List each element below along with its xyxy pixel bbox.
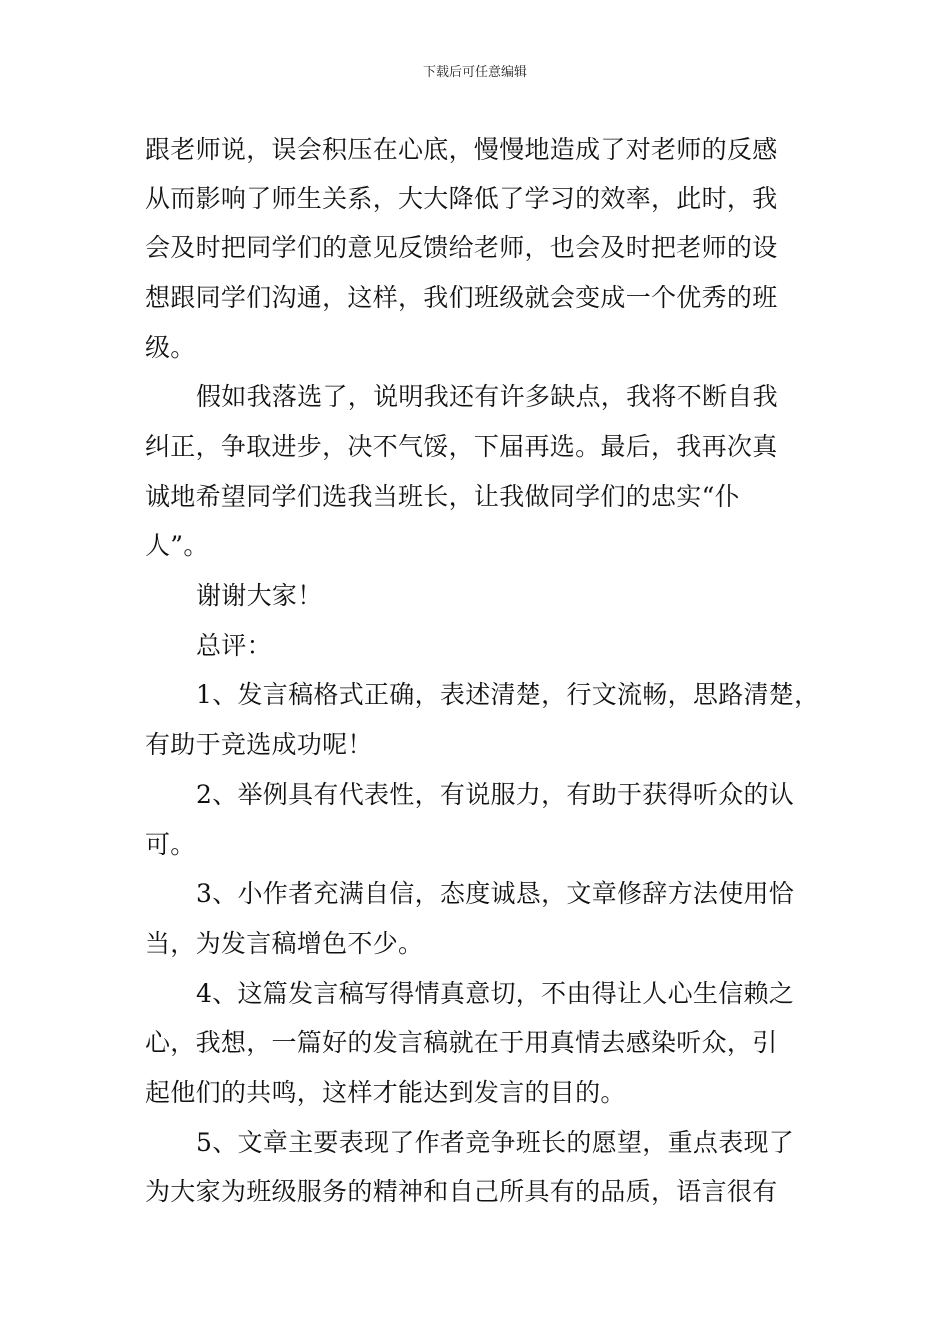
body-line: 会及时把同学们的意见反馈给老师，也会及时把老师的设 — [145, 233, 778, 262]
body-line: 为大家为班级服务的精神和自己所具有的品质，语言很有 — [145, 1177, 778, 1206]
page-header: 下载后可任意编辑 — [422, 65, 527, 80]
review-heading: 总评： — [196, 631, 272, 660]
body-line: 人”。 — [145, 531, 209, 560]
body-line: 从而影响了师生关系，大大降低了学习的效率，此时，我 — [145, 184, 778, 213]
body-line: 诚地希望同学们选我当班长，让我做同学们的忠实“仆 — [145, 482, 740, 511]
body-line: 跟老师说，误会积压在心底，慢慢地造成了对老师的反感 — [145, 135, 778, 164]
body-line: 级。 — [145, 333, 196, 362]
body-line: 起他们的共鸣，这样才能达到发言的目的。 — [145, 1078, 626, 1107]
body-line: 可。 — [145, 830, 196, 859]
review-item-3: 3、小作者充满自信，态度诚恳，文章修辞方法使用恰 — [196, 879, 795, 908]
body-line: 当，为发言稿增色不少。 — [145, 929, 424, 958]
paragraph-start: 假如我落选了，说明我还有许多缺点，我将不断自我 — [196, 382, 778, 411]
body-line: 想跟同学们沟通，这样，我们班级就会变成一个优秀的班 — [145, 283, 778, 312]
thanks-line: 谢谢大家！ — [196, 581, 323, 610]
review-item-2: 2、举例具有代表性，有说服力，有助于获得听众的认 — [196, 780, 795, 809]
review-item-5: 5、文章主要表现了作者竞争班长的愿望，重点表现了 — [196, 1128, 795, 1157]
body-line: 有助于竞选成功呢！ — [145, 730, 373, 759]
review-item-1: 1、发言稿格式正确，表述清楚，行文流畅，思路清楚， — [196, 680, 820, 709]
review-item-4: 4、这篇发言稿写得情真意切，不由得让人心生信赖之 — [196, 979, 795, 1008]
body-line: 心，我想，一篇好的发言稿就在于用真情去感染听众，引 — [145, 1028, 778, 1057]
body-line: 纠正，争取进步，决不气馁，下届再选。最后，我再次真 — [145, 432, 778, 461]
